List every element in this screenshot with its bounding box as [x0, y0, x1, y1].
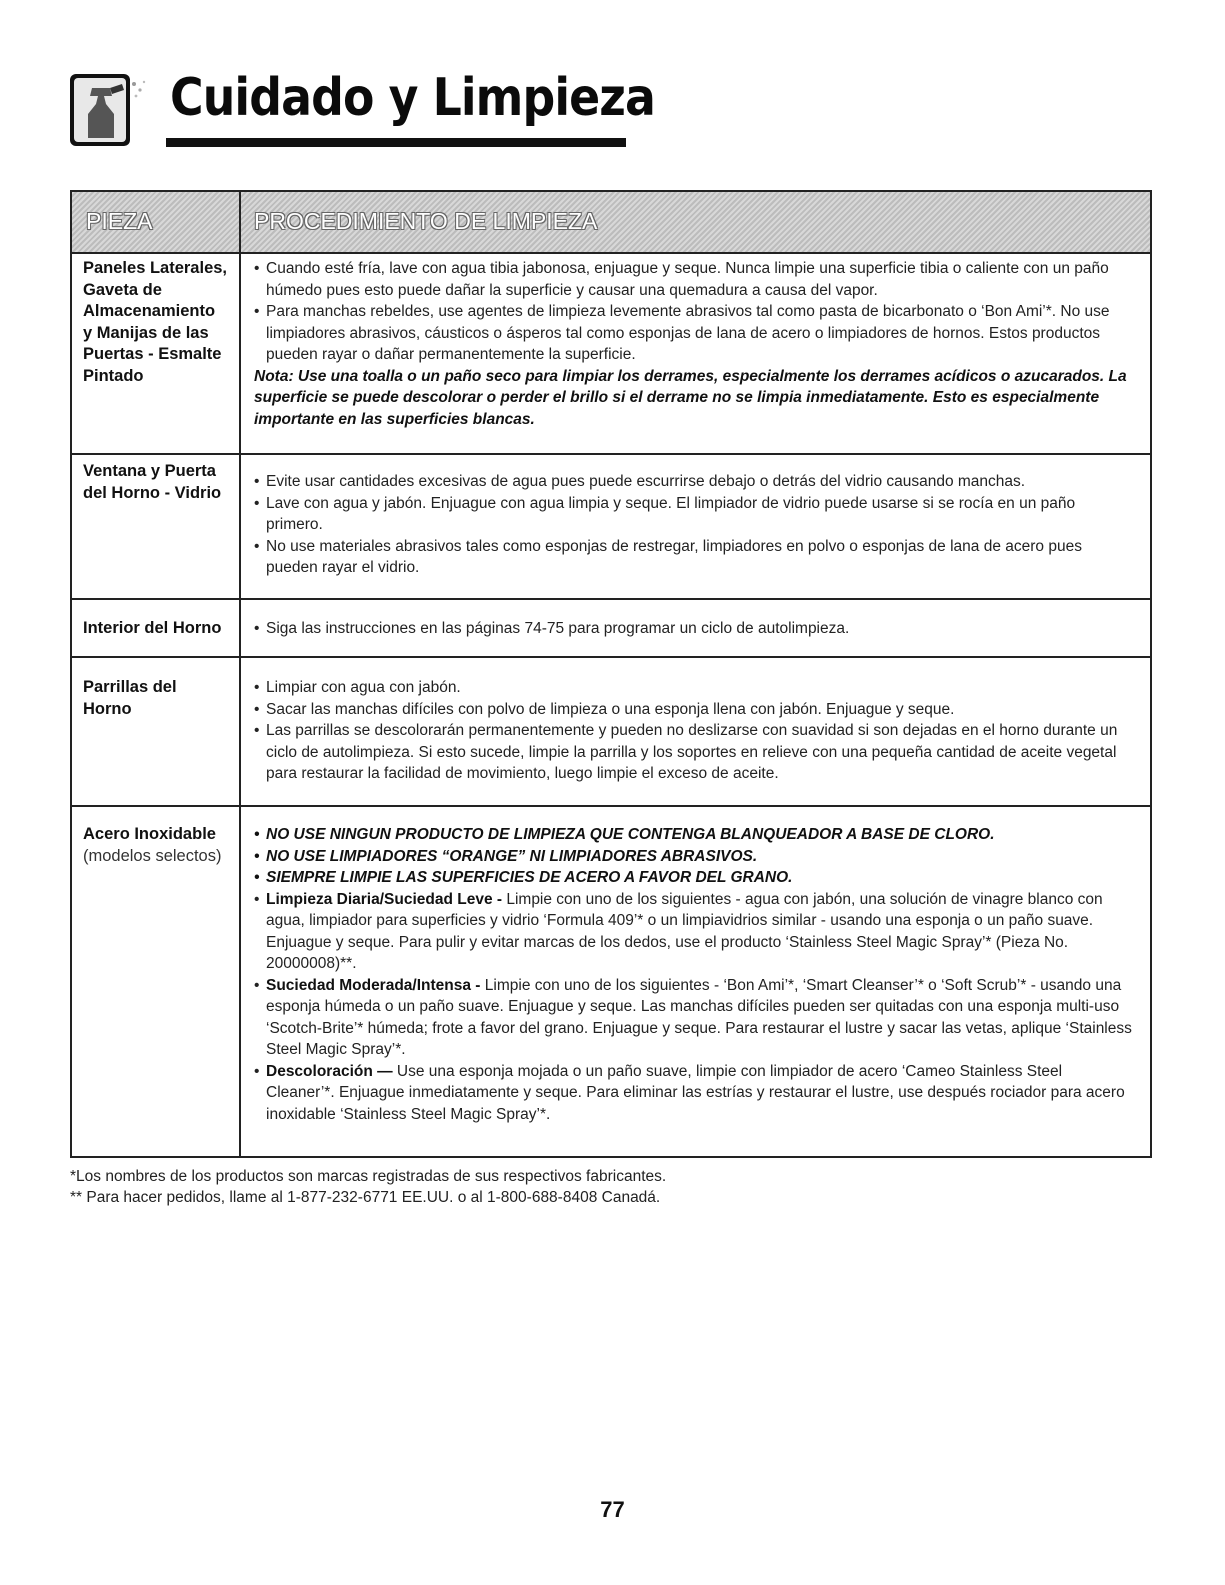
part-subtitle: (modelos selectos) [83, 846, 222, 865]
part-name-line: del Horno - Vidrio [83, 483, 222, 502]
table-row [72, 658, 1150, 807]
procedure-cell [254, 824, 1134, 1125]
warning-item: • NO USE LIMPIADORES “ORANGE” NI LIMPIADORES ABRASIVOS. [254, 846, 1134, 868]
title-underline [166, 138, 626, 147]
footnotes [70, 1166, 666, 1208]
column-header-procedure: PROCEDIMIENTO DE LIMPIEZA [254, 208, 598, 234]
procedure-item: • Lave con agua y jabón. Enjuague con agua limpia y seque. El limpiador de vidrio puede usarse si se rocía en un paño primero. [254, 493, 1134, 536]
page-title: Cuidado y Limpieza [170, 68, 656, 128]
part-name-line: Almacenamiento [83, 302, 216, 320]
step-lead: Limpieza Diaria/Suciedad Leve - [266, 890, 503, 908]
page-number: 77 [600, 1497, 625, 1522]
procedure-item: • Cuando esté fría, lave con agua tibia jabonosa, enjuague y seque. Nunca limpie una superficie tibia o caliente con un paño húmedo pues esto puede dañar la superficie y causar una quemadura a causa del vapor. [254, 258, 1134, 301]
footnote: ** Para hacer pedidos, llame al 1-877-232-6771 EE.UU. o al 1-800-688-8408 Canadá. [70, 1189, 661, 1206]
table-row [72, 455, 1150, 600]
part-name-line: Paneles Laterales, [83, 259, 228, 277]
part-name-line: Pintado [83, 366, 144, 385]
spray-bottle-icon [70, 74, 154, 146]
procedure-item: • Evite usar cantidades excesivas de agua pues puede escurrirse debajo o detrás del vidrio causando manchas. [254, 471, 1134, 493]
table-header [72, 192, 1150, 254]
part-cell [83, 461, 237, 504]
procedure-item [254, 889, 1134, 975]
procedure-cell [254, 258, 1134, 430]
table-row [72, 807, 1150, 1156]
step-lead: Descoloración — [266, 1062, 393, 1080]
procedure-item: • Limpiar con agua con jabón. [254, 677, 1134, 699]
procedure-cell [254, 471, 1134, 579]
part-name-line: Puertas - Esmalte [83, 345, 222, 363]
warning-item: • SIEMPRE LIMPIE LAS SUPERFICIES DE ACERO A FAVOR DEL GRANO. [254, 867, 1134, 889]
procedure-item: • Siga las instrucciones en las páginas 74-75 para programar un ciclo de autolimpieza. [254, 618, 1134, 640]
table-row [72, 252, 1150, 455]
part-name-line: y Manijas de las [83, 323, 209, 342]
procedure-item [254, 975, 1134, 1061]
part-cell [83, 677, 237, 720]
procedure-item [254, 1061, 1134, 1126]
procedure-item: • Las parrillas se descolorarán permanentemente y pueden no deslizarse con suavidad si son dejadas en el horno durante un ciclo de autolimpieza. Si esto sucede, limpie la parrilla y los soportes en relieve con una pequeña cantidad de aceite vegetal para restaurar la facilidad de movimiento, luego limpie el exceso de aceite. [254, 720, 1134, 785]
step-text: Use una esponja mojada o un paño suave, limpie con limpiador de acero ‘Cameo Stainless Steel Cleaner’*. Enjuague inmediatamente y seque. Para eliminar las estrías y restaurar el lustre, use después rociador para acero inoxidable ‘Stainless Steel Magic Spray’*. [266, 1062, 1125, 1123]
footnote: *Los nombres de los productos son marcas registradas de sus respectivos fabricantes. [70, 1168, 667, 1185]
part-cell [83, 258, 237, 387]
part-name-line: Parrillas del [83, 678, 177, 696]
procedure-item: • Para manchas rebeldes, use agentes de limpieza levemente abrasivos tal como pasta de bicarbonato o ‘Bon Ami’*. No use limpiadores abrasivos, cáusticos o ásperos tal como esponjas de lana de acero o limpiadores de hornos. Estos productos pueden rayar o dañar permanentemente la superficie. [254, 301, 1134, 366]
procedure-note: Nota: Use una toalla o un paño seco para limpiar los derrames, especialmente los derrames acídicos o azucarados. La superficie se puede descolorar o perder el brillo si el derrame no se limpia inmediatamente. Esto es especialmente importante en las superficies blancas. [254, 367, 1127, 428]
page-header [70, 62, 656, 152]
part-name-line: Interior del Horno [83, 619, 222, 637]
step-text: Limpie con uno de los siguientes - ‘Bon Ami’*, ‘Smart Cleanser’* o ‘Soft Scrub’* - usando una esponja húmeda o un paño suave. Enjuague y seque. Las manchas difíciles pueden ser quitadas con una esponja multi-uso ‘Scotch-Brite’* húmeda; frote a favor del grano. Enjuague y seque. Para restaurar el lustre y sacar las vetas, aplique ‘Stainless Steel Magic Spray’*. [266, 976, 1132, 1058]
part-name-line: Acero Inoxidable [83, 825, 216, 843]
warning-item: • NO USE NINGUN PRODUCTO DE LIMPIEZA QUE CONTENGA BLANQUEADOR A BASE DE CLORO. [254, 824, 1134, 846]
part-cell [83, 824, 237, 867]
part-cell [83, 618, 237, 640]
part-name-line: Gaveta de [83, 280, 162, 299]
part-name-line: Ventana y Puerta [83, 462, 216, 480]
part-name-line: Horno [83, 699, 132, 718]
step-lead: Suciedad Moderada/Intensa - [266, 976, 481, 994]
step-text: Limpie con uno de los siguientes - agua con jabón, una solución de vinagre blanco con agua, limpiador para superficies y vidrio ‘Formula 409’* o un limpiavidrios similar - usando una esponja o un paño suave. Enjuague y seque. Para pulir y evitar marcas de los dedos, use el producto ‘Stainless Steel Magic Spray’* (Pieza No. 20000008)**. [266, 890, 1103, 972]
column-header-part: PIEZA [86, 208, 153, 234]
procedure-item: • No use materiales abrasivos tales como esponjas de restregar, limpiadores en polvo o esponjas de lana de acero pues pueden rayar el vidrio. [254, 536, 1134, 579]
procedure-cell [254, 618, 1134, 640]
cleaning-table [70, 190, 1152, 1158]
procedure-cell [254, 677, 1134, 785]
table-row [72, 600, 1150, 658]
procedure-item: • Sacar las manchas difíciles con polvo de limpieza o una esponja llena con jabón. Enjuague y seque. [254, 699, 1134, 721]
